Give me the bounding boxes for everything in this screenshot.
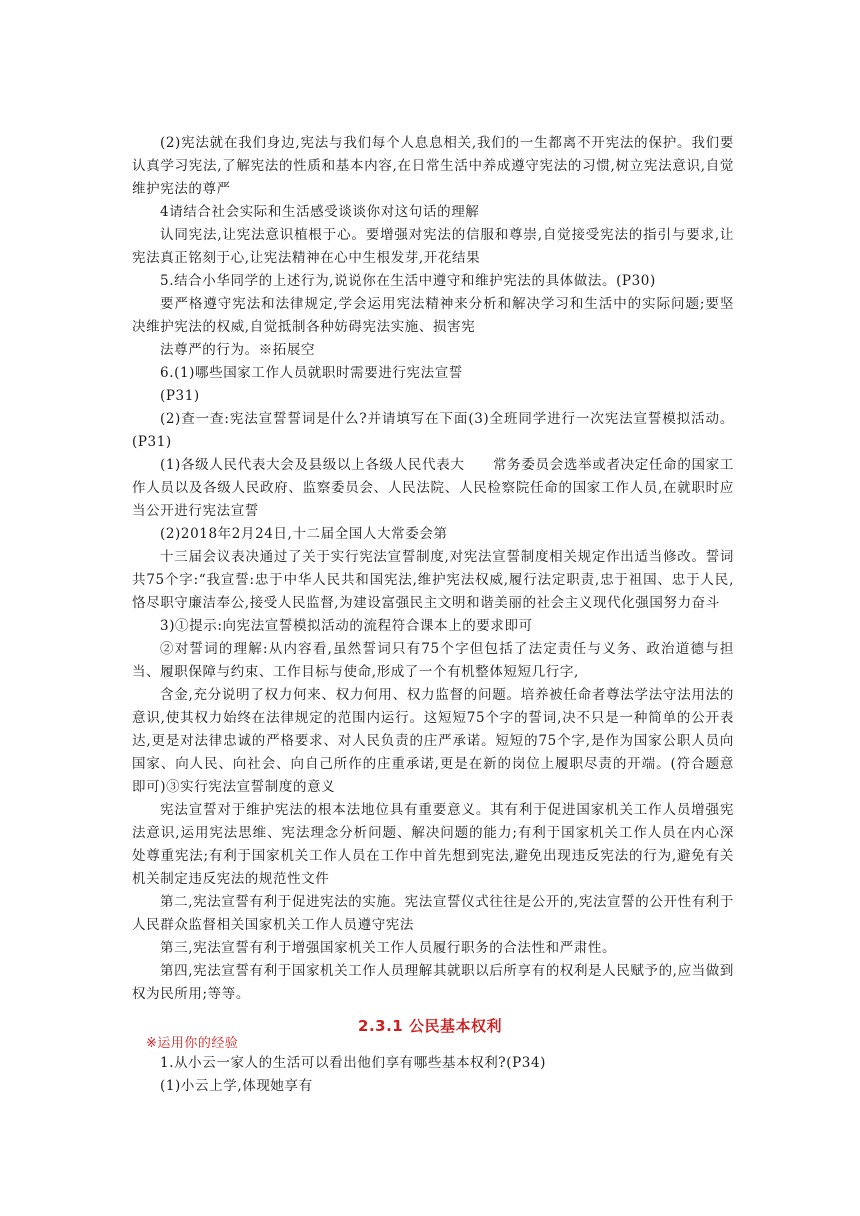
- answer-6-2: (2)2018年2月24日,十二届全国人大常委会第: [160, 526, 448, 542]
- question-6-2: (2)查一查:宪法宣誓誓词是什么?并请填写在下面(3)全班同学进行一次宪法宣誓模拟活动。(P31): [132, 411, 734, 450]
- significance-second: 第二,宪法宣誓有利于促进宪法的实施。宪法宣誓仪式往往是公开的,宪法宣誓的公开性有利于人民群众监督相关国家机关工作人员遵守宪法: [132, 894, 734, 933]
- oath-understanding: ②对誓词的理解:从内容看,虽然誓词只有75个字但包括了法定责任与义务、政治道德与担当、履职保障与约束、工作目标与使命,形成了一个有机整体短短几行字,: [132, 641, 734, 680]
- section-heading: 2.3.1 公民基本权利: [358, 1017, 502, 1035]
- answer-6-3-hint: 3)①提示:向宪法宣誓模拟活动的流程符合课本上的要求即可: [160, 618, 533, 634]
- oath-text-paragraph: 十三届会议表决通过了关于实行宪法宣誓制度,对宪法宣誓制度相关规定作出适当修改。誓词共75个字:“我宣誓:忠于中华人民共和国宪法,维护宪法权威,履行法定职责,忠于祖国、忠于人民,恪尽职守廉洁奉公,接受人民监督,为建设富强民主文明和谐美丽的社会主义现代化强国努力奋斗: [132, 549, 734, 611]
- answer-6-1: (1)各级人民代表大会及县级以上各级人民代表大 常务委员会选举或者决定任命的国家工作人员以及各级人民政府、监察委员会、人民法院、人民检察院任命的国家工作人员,在就职时应当公开进行宪法宣誓: [132, 457, 734, 519]
- question-4: 4请结合社会实际和生活感受谈谈你对这句话的理解: [160, 204, 480, 220]
- section-subheading: ※运用你的经验: [146, 1036, 239, 1051]
- paragraph-constitution-nearby: (2)宪法就在我们身边,宪法与我们每个人息息相关,我们的一生都离不开宪法的保护。我们要认真学习宪法,了解宪法的性质和基本内容,在日常生活中养成遵守宪法的习惯,树立宪法意识,自觉维护宪法的尊严: [132, 135, 734, 197]
- question-5: 5.结合小华同学的上述行为,说说你在生活中遵守和维护宪法的具体做法。(P30): [160, 273, 656, 289]
- question-6-1: 6.(1)哪些国家工作人员就职时需要进行宪法宣誓: [160, 365, 463, 381]
- significance-fourth: 第四,宪法宣誓有利于国家机关工作人员理解其就职以后所享有的权利是人民赋予的,应当做到权为民所用;等等。: [132, 963, 734, 1002]
- answer-4: 认同宪法,让宪法意识植根于心。要增强对宪法的信服和尊崇,自觉接受宪法的指引与要求,让宪法真正铭刻于心,让宪法精神在心中生根发芽,开花结果: [132, 227, 734, 266]
- section-answer-1-start: (1)小云上学,体现她享有: [160, 1078, 313, 1094]
- oath-significance: 宪法宣誓对于维护宪法的根本法地位具有重要意义。其有利于促进国家机关工作人员增强宪法意识,运用宪法思维、宪法理念分析问题、解决问题的能力;有利于国家机关工作人员在内心深处尊重宪法;有利于国家机关工作人员在工作中首先想到宪法,避免出现违反宪法的行为,避免有关机关制定违反宪法的规范性文件: [132, 802, 734, 887]
- answer-5-continued: 法尊严的行为。※拓展空: [160, 342, 316, 358]
- significance-third: 第三,宪法宣誓有利于增强国家机关工作人员履行职务的合法性和严肃性。: [160, 940, 617, 956]
- section-question-1: 1.从小云一家人的生活可以看出他们享有哪些基本权利?(P34): [160, 1055, 547, 1071]
- answer-5: 要严格遵守宪法和法律规定,学会运用宪法精神来分析和解决学习和生活中的实际问题;要坚决维护宪法的权威,自觉抵制各种妨碍宪法实施、损害宪: [132, 296, 734, 335]
- question-6-page-ref: (P31): [160, 388, 200, 404]
- oath-understanding-continued: 含金,充分说明了权力何来、权力何用、权力监督的问题。培养被任命者尊法学法守法用法的意识,使其权力始终在法律规定的范围内运行。这短短75个字的誓词,决不只是一种简单的公开表达,更是对法律忠诚的严格要求、对人民负责的庄严承诺。短短的75个字,是作为国家公职人员向国家、向人民、向社会、向自己所作的庄重承诺,更是在新的岗位上履职尽责的开端。(符合题意即可)③实行宪法宣誓制度的意义: [132, 687, 734, 795]
